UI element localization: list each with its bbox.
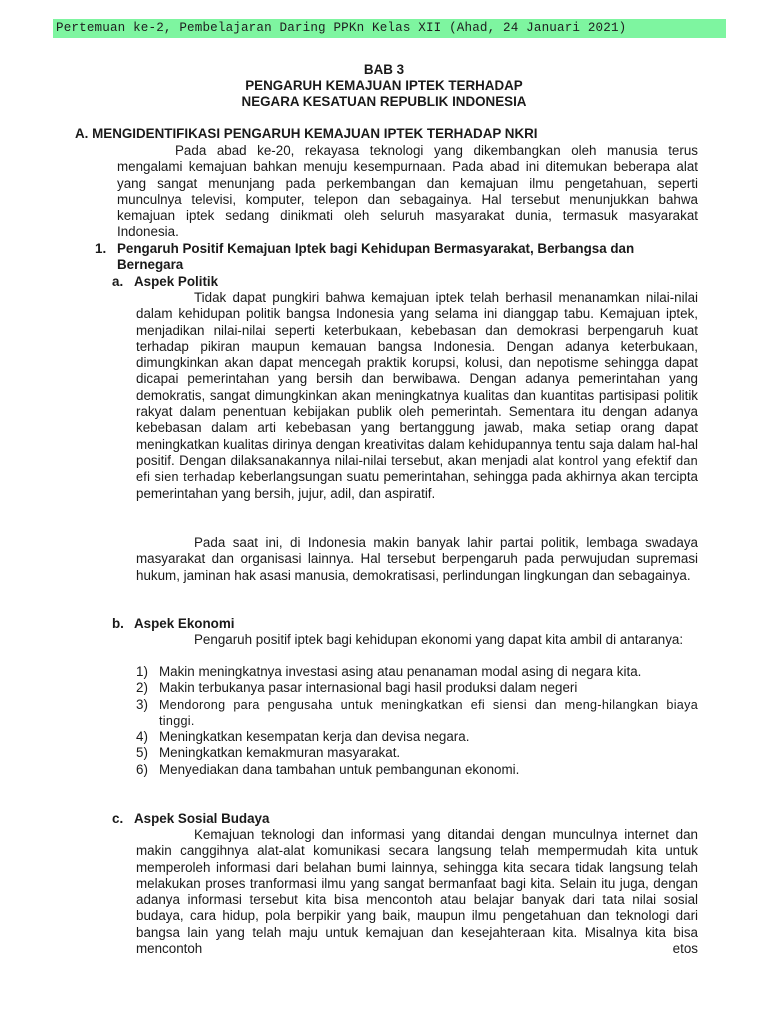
politik-paragraph-2 [136,535,698,584]
list-item-number: 5) [136,745,148,761]
list-item-text: Meningkatkan kesempatan kerja dan devisa negara. [159,729,470,745]
ekonomi-heading [112,616,234,632]
list-item-number: 2) [136,680,148,696]
sosial-label: c. [112,811,124,826]
sosial-title: Aspek Sosial Budaya [134,811,270,826]
point-1-title-line2: Bernegara [117,257,184,272]
point-1-number: 1. [95,241,107,256]
list-item-number: 3) [136,696,148,712]
chapter-title-line1: PENGARUH KEMAJUAN IPTEK TERHADAP [245,78,523,93]
point-1-heading [95,241,634,257]
list-item [136,664,698,680]
list-item-number: 4) [136,729,148,745]
list-item [136,680,698,696]
politik-label: a. [112,274,124,289]
list-item-text: Makin meningkatnya investasi asing atau penanaman modal asing di negara kita. [159,664,642,679]
section-a-intro-text: Pada abad ke-20, rekayasa teknologi yang dikembangkan oleh manusia terus mengalami kemajuan bahkan menuju kesempurnaan. Pada abad ini ditemukan beberapa alat yang sangat menunjang pada perkembangan dan kemajuan ilmu pengetahuan, seperti munculnya televisi, komputer, telepon dan sebagainya. Hal tersebut menunjukkan bahwa kemajuan iptek sedang dinikmati oleh seluruh masyarakat dunia, termasuk masyarakat Indonesia. [117,143,698,240]
list-item-text: Mendorong para pengusaha untuk meningkatkan efi siensi dan meng-hilangkan biaya tinggi. [159,697,698,728]
list-item-text: Makin terbukanya pasar internasional bagi hasil produksi dalam negeri [159,680,578,696]
politik-title: Aspek Politik [134,274,219,289]
session-banner: Pertemuan ke-2, Pembelajaran Daring PPKn Kelas XII (Ahad, 24 Januari 2021) [53,19,726,38]
point-1-title-line1: Pengaruh Positif Kemajuan Iptek bagi Kehidupan Bermasyarakat, Berbangsa dan [117,241,635,256]
politik-paragraph-1-text [136,290,698,502]
ekonomi-title: Aspek Ekonomi [134,616,235,631]
ekonomi-intro [136,632,698,648]
politik-paragraph-2-text: Pada saat ini, di Indonesia makin banyak lahir partai politik, lembaga swadaya masyarakat dan organisasi lainnya. Hal tersebut berpengaruh pada perwujudan supremasi hukum, jaminan hak asasi manusia, demokratisasi, perlindungan lingkungan dan sebagainya. [136,535,698,583]
list-item [136,697,698,730]
list-item-text: Menyediakan dana tambahan untuk pembangunan ekonomi. [159,761,520,777]
politik-p1-tail: keberlangsungan suatu pemerintahan, sehingga pada akhirnya akan tercipta pemerintahan yang bersih, jujur, adil, dan aspiratif. [136,469,699,501]
list-item-text: Meningkatkan kemakmuran masyarakat. [159,745,401,761]
sosial-heading [112,811,269,827]
ekonomi-list [136,664,698,778]
sosial-paragraph-1-text: Kemajuan teknologi dan informasi yang ditandai dengan munculnya internet dan makin canggihnya alat-alat komunikasi secara langsung telah mempermudah kita untuk memperoleh informasi dari belahan bumi lainnya, sehingga kita secara tidak langsung telah melakukan proses tranformasi ilmu yang sangat bermanfaat bagi kita. Selain itu juga, dengan adanya informasi tersebut kita bisa mencontoh atau belajar banyak dari tata nilai sosial budaya, cara hidup, pola berpikir yang baik, maupun ilmu pengetahuan dan teknologi dari bangsa lain yang telah maju untuk kemajuan dan kesejahteraan kita. Misalnya kita bisa mencontoh etos [136,827,698,957]
chapter-label: BAB 3 [363,62,405,77]
ekonomi-label: b. [112,616,124,631]
sosial-paragraph-1 [136,827,698,957]
section-a-title: A. MENGIDENTIFIKASI PENGARUH KEMAJUAN IPTEK TERHADAP NKRI [75,126,538,141]
politik-heading [112,274,218,290]
list-item-number: 6) [136,761,148,777]
politik-paragraph-1 [136,290,698,502]
ekonomi-intro-text: Pengaruh positif iptek bagi kehidupan ekonomi yang dapat kita ambil di antaranya: [194,632,684,647]
politik-p1-thin: alat kontrol yang efektif dan efi sien terhadap [136,453,698,485]
chapter-title-line2: NEGARA KESATUAN REPUBLIK INDONESIA [241,94,527,109]
section-a-intro [117,143,698,241]
list-item [136,745,698,761]
list-item-number: 1) [136,664,148,679]
politik-p1-main: Tidak dapat pungkiri bahwa kemajuan iptek telah berhasil menanamkan nilai-nilai dalam kehidupan politik bangsa Indonesia yang selama ini dianggap tabu. Kemajuan iptek, menjadikan nilai-nilai seperti keterbukaan, kebebasan dan demokrasi berpengaruh kuat terhadap pikiran maupun kemauan bangsa Indonesia. Dengan adanya keterbukaan, dimungkinkan akan dapat mencegah praktik korupsi, kolusi, dan nepotisme sehingga dapat dicapai pemerintahan yang bersih dan berwibawa. Dengan adanya pemerintahan yang demokratis, sangat dimungkinkan akan meningkatnya kualitas dan kuantitas partisipasi politik rakyat dalam penentuan kebijakan publik oleh pemerintah. Sementara itu dengan adanya kebebasan dalam arti kebebasan yang bertanggung jawab, maka setiap orang dapat meningkatkan kualitas dirinya dengan kreativitas dalam kehidupannya tentu saja dalam hal-hal positif. Dengan dilaksanakannya nilai-nilai tersebut, akan menjadi [136,290,698,468]
list-item [136,762,698,778]
list-item [136,729,698,745]
